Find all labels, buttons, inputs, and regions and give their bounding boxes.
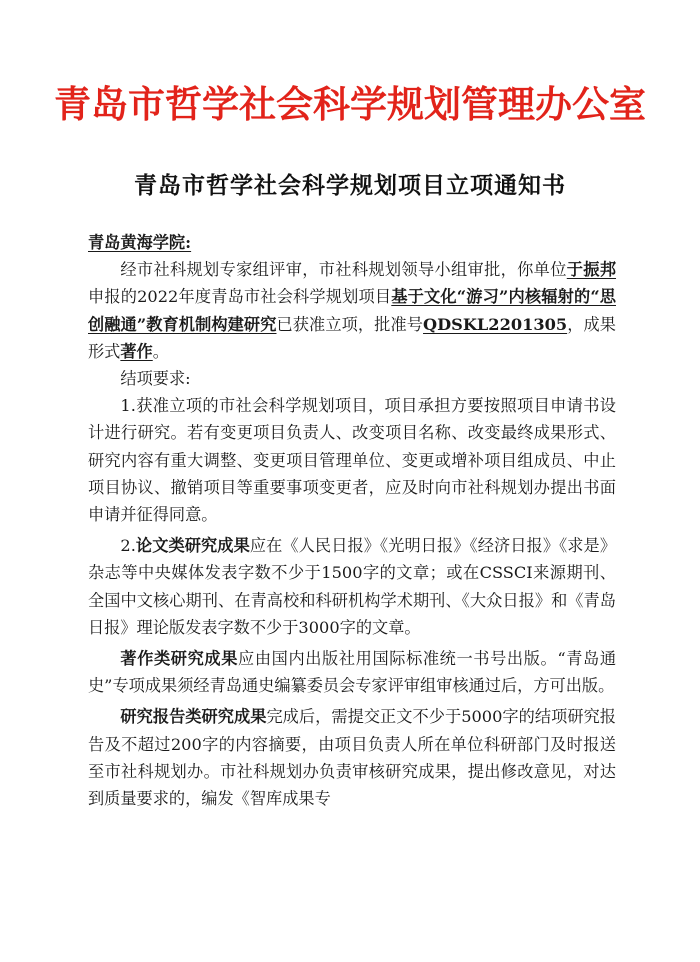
requirement-3-heading: 著作类研究成果 (120, 649, 239, 669)
approval-text-2: 申报的2022年度青岛市社会科学规划项目 (88, 287, 392, 307)
approval-text-1: 经市社科规划专家组评审，市社科规划领导小组审批，你单位 (120, 260, 567, 280)
requirement-4 (88, 703, 616, 812)
approval-text-3: 已获准立项，批准号 (276, 314, 424, 334)
requirement-2-number: 2. (120, 536, 136, 556)
approval-paragraph (88, 256, 616, 365)
requirement-2 (88, 532, 616, 641)
recipient-salutation: 青岛黄海学院: (88, 233, 192, 252)
requirements-heading: 结项要求: (120, 369, 191, 389)
requirement-4-text: 完成后，需提交正文不少于5000字的结项研究报告及不超过200字的内容摘要，由项目负责人所在单位科研部门及时报送至市社科规划办。市社科规划办负责审核研究成果，提出修改意见，对达到质量要求的，编发《智库成果专 (88, 707, 616, 809)
requirement-2-text: 应在《人民日报》《光明日报》《经济日报》《求是》杂志等中央媒体发表字数不少于1500字的文章；或在CSSCI来源期刊、全国中文核心期刊、在青高校和科研机构学术期刊、《大众日报》和《青岛日报》理论版发表字数不少于3000字的文章。 (88, 536, 617, 637)
requirement-3 (88, 645, 616, 699)
requirement-2-heading: 论文类研究成果 (135, 536, 250, 556)
approval-text-5: 。 (152, 341, 169, 361)
requirement-1: 1.获准立项的市社会科学规划项目，项目承担方要按照项目申请书设计进行研究。若有变更项目负责人、改变项目名称、改变最终成果形式、研究内容有重大调整、变更项目管理单位、变更或增补项目组成员、中止项目协议、撤销项目等重要事项变更者，应及时向市社科规划办提出书面申请并征得同意。 (88, 396, 616, 525)
letterhead: 青岛市哲学社会科学规划管理办公室 (54, 82, 646, 126)
project-name: 基于文化“游习”内核辐射的“思创融通”教育机制构建研究 (88, 287, 616, 334)
requirement-3-text: 应由国内出版社用国际标准统一书号出版。“青岛通史”专项成果须经青岛通史编纂委员会专家评审组审核通过后，方可出版。 (88, 649, 617, 696)
project-leader: 于振邦 (566, 260, 617, 280)
approval-number: QDSKL2201305 (423, 314, 568, 334)
result-form: 著作 (120, 341, 153, 361)
document-title: 青岛市哲学社会科学规划项目立项通知书 (134, 172, 566, 199)
requirement-4-heading: 研究报告类研究成果 (120, 707, 267, 727)
document-body (88, 229, 616, 812)
approval-text-4: ，成果形式 (88, 314, 616, 361)
